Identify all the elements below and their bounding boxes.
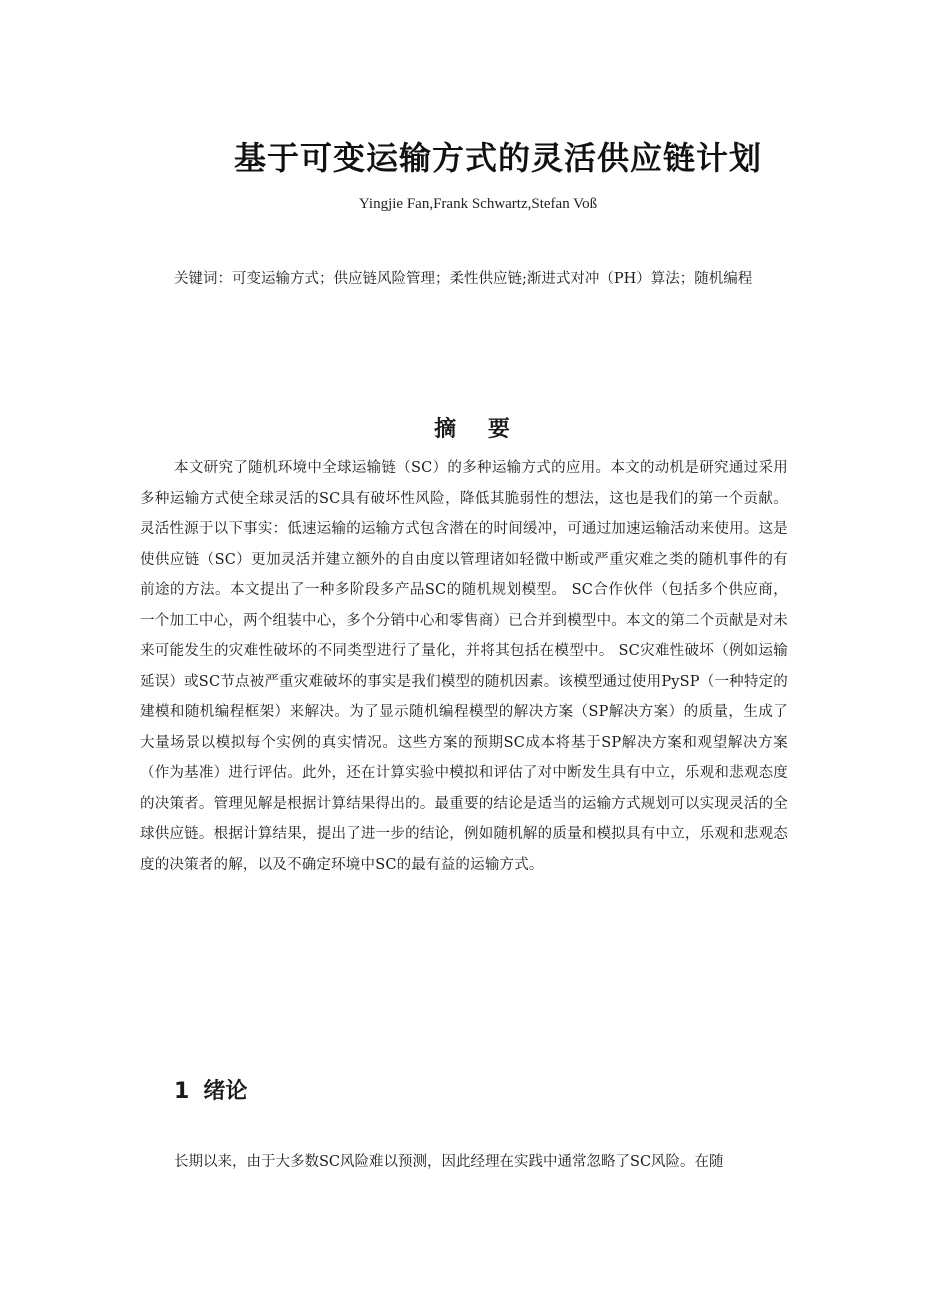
paper-title: 基于可变运输方式的灵活供应链计划	[233, 139, 762, 177]
section-1-number: 1	[174, 1079, 190, 1104]
section-1-title: 绪论	[203, 1079, 248, 1104]
section-1-body: 长期以来，由于大多数SC风险难以预测，因此经理在实践中通常忽略了SC风险。在随	[174, 1154, 724, 1170]
section-1-heading	[174, 1074, 247, 1105]
abstract-heading: 摘 要	[434, 417, 522, 442]
abstract-body: 本文研究了随机环境中全球运输链（SC）的多种运输方式的应用。本文的动机是研究通过采用多种运输方式使全球灵活的SC具有破坏性风险，降低其脆弱性的想法，这也是我们的第一个贡献。灵活性源于以下事实：低速运输的运输方式包含潜在的时间缓冲，可通过加速运输活动来使用。这是使供应链（SC）更加灵活并建立额外的自由度以管理诸如轻微中断或严重灾难之类的随机事件的有前途的方法。本文提出了一种多阶段多产品SC的随机规划模型。 SC合作伙伴（包括多个供应商，一个加工中心，两个组装中心，多个分销中心和零售商）已合并到模型中。本文的第二个贡献是对未来可能发生的灾难性破坏的不同类型进行了量化，并将其包括在模型中。 SC灾难性破坏（例如运输延误）或SC节点被严重灾难破坏的事实是我们模型的随机因素。该模型通过使用PySP（一种特定的建模和随机编程框架）来解决。为了显示随机编程模型的解决方案（SP解决方案）的质量，生成了大量场景以模拟每个实例的真实情况。这些方案的预期SC成本将基于SP解决方案和观望解决方案（作为基准）进行评估。此外，还在计算实验中模拟和评估了对中断发生具有中立，乐观和悲观态度的决策者。管理见解是根据计算结果得出的。最重要的结论是适当的运输方式规划可以实现灵活的全球供应链。根据计算结果，提出了进一步的结论，例如随机解的质量和模拟具有中立，乐观和悲观态度的决策者的解，以及不确定环境中SC的最有益的运输方式。	[140, 460, 788, 873]
paper-authors: Yingjie Fan,Frank Schwartz,Stefan Voß	[358, 196, 598, 212]
paper-keywords: 关键词：可变运输方式；供应链风险管理；柔性供应链;渐进式对冲（PH）算法；随机编程	[174, 271, 753, 287]
